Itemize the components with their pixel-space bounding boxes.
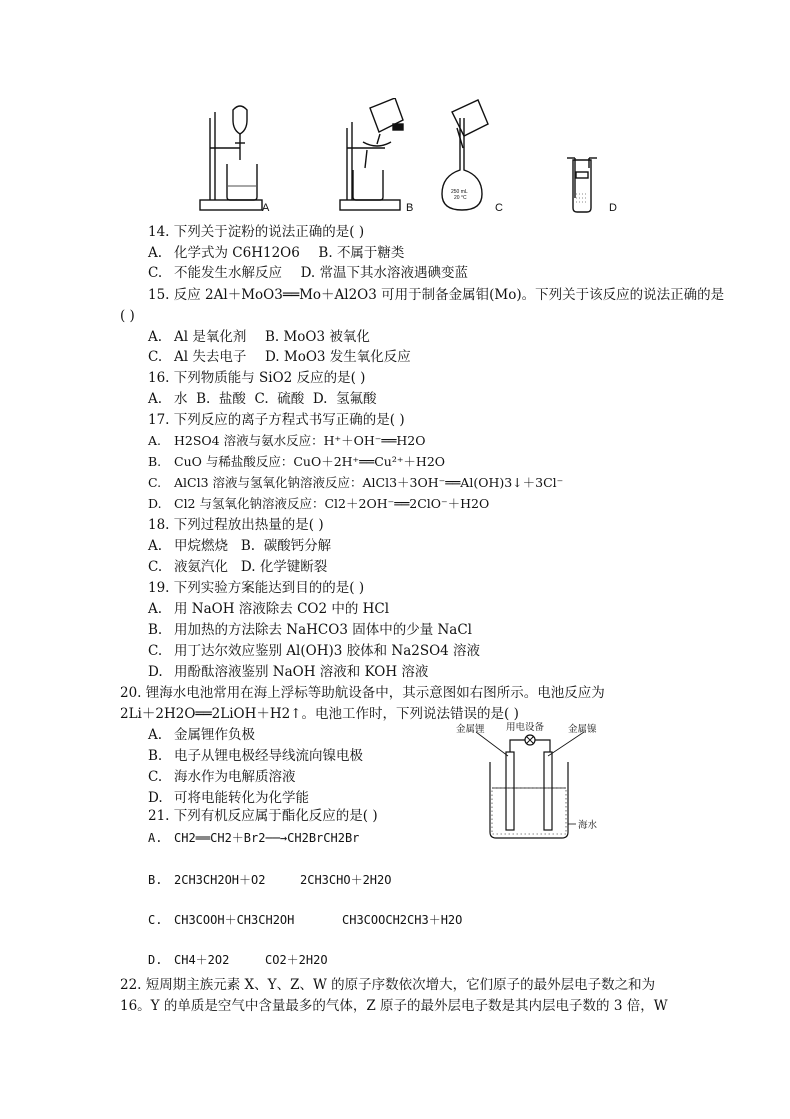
- q17-option-row-c: [148, 473, 563, 493]
- option-label: C.: [148, 643, 163, 659]
- option-label: A.: [148, 831, 163, 845]
- q14-option-b[interactable]: 不属于糖类: [336, 245, 405, 261]
- q16-option-d[interactable]: 氢氟酸: [336, 391, 377, 407]
- q16-option-c[interactable]: 硫酸: [277, 391, 305, 407]
- option-label: D.: [148, 664, 163, 680]
- figure-label-d: D: [609, 202, 617, 214]
- q17-option-b[interactable]: CuO 与稀盐酸反应：CuO＋2H⁺══Cu²⁺＋H2O: [174, 454, 446, 469]
- q18-stem: 18. 下列过程放出热量的是( ): [148, 517, 324, 533]
- q20-option-b[interactable]: 电子从锂电极经导线流向镍电极: [174, 748, 363, 764]
- apparatus-figure: [195, 98, 635, 218]
- apparatus-c-volumetric-flask: [442, 100, 488, 210]
- q20-option-a[interactable]: 金属锂作负极: [174, 727, 255, 743]
- apparatus-a-funnel-filtration: [200, 106, 262, 210]
- q17-stem: 17. 下列反应的离子方程式书写正确的是( ): [148, 412, 405, 428]
- q17-option-c[interactable]: AlCl3 溶液与氢氧化钠溶液反应：AlCl3＋3OH⁻══Al(OH)3↓＋3Cl⁻: [174, 475, 564, 490]
- q16-option-a[interactable]: 水: [174, 391, 188, 407]
- flask-volume-text: 250 mL: [451, 189, 468, 195]
- option-label: A.: [148, 727, 163, 743]
- q21-stem: 21. 下列有机反应属于酯化反应的是( ): [148, 808, 378, 824]
- q19-option-d[interactable]: 用酚酞溶液鉴别 NaOH 溶液和 KOH 溶液: [174, 664, 429, 680]
- option-label: C.: [148, 475, 162, 490]
- option-label: B.: [240, 538, 256, 554]
- q15-stem-bracket: ( ): [120, 308, 135, 324]
- q20-option-d[interactable]: 可将电能转化为化学能: [174, 790, 309, 806]
- q21-option-row-d: [148, 950, 229, 970]
- q19-stem: 19. 下列实验方案能达到目的的是( ): [148, 580, 365, 596]
- option-label: B.: [318, 245, 333, 261]
- q19-option-a[interactable]: 用 NaOH 溶液除去 CO2 中的 HCl: [174, 601, 390, 617]
- q20-stem: 20. 锂海水电池常用在海上浮标等助航设备中，其示意图如右图所示。电池反应为: [120, 685, 605, 701]
- flask-temp-text: 20 °C: [454, 195, 467, 201]
- q21-option-a[interactable]: CH2══CH2＋Br2──→CH2BrCH2Br: [174, 831, 360, 845]
- q16-stem: 16. 下列物质能与 SiO2 反应的是( ): [148, 370, 366, 386]
- q16-option-b[interactable]: 盐酸: [218, 391, 246, 407]
- q14-stem: 14. 下列关于淀粉的说法正确的是( ): [148, 224, 365, 240]
- q14-option-c[interactable]: 不能发生水解反应: [174, 265, 282, 281]
- q21-option-c-reactants[interactable]: CH3COOH＋CH3CH2OH: [174, 913, 295, 927]
- q20-stem-line2: 2Li＋2H2O══2LiOH＋H2↑。电池工作时，下列说法错误的是( ): [120, 706, 519, 722]
- apparatus-d-gas-washing-bottle: [567, 158, 597, 212]
- option-label: B.: [148, 873, 163, 887]
- figure-label-c: C: [495, 202, 503, 214]
- figure-label-a: A: [262, 202, 270, 214]
- option-label: C.: [148, 265, 163, 281]
- q22-stem-line2: 16。Y 的单质是空气中含量最多的气体，Z 原子的最外层电子数是其内层电子数的 3 倍，W: [120, 998, 668, 1014]
- q22-stem-line1: 22. 短周期主族元素 X、Y、Z、W 的原子序数依次增大，它们原子的最外层电子数之和为: [120, 977, 656, 993]
- battery-label-nickel: 金属镍: [568, 724, 597, 735]
- option-label: D.: [148, 953, 163, 967]
- option-label: C.: [148, 913, 163, 927]
- q21-option-d-reactants[interactable]: CH4＋2O2: [174, 953, 230, 967]
- option-label: B.: [196, 391, 211, 407]
- q19-option-row-b: [148, 620, 472, 640]
- option-label: C.: [254, 391, 269, 407]
- q18-option-c[interactable]: 液氨汽化: [174, 559, 228, 575]
- q15-stem: 15. 反应 2Al＋MoO3══Mo＋Al2O3 可用于制备金属钼(Mo)。下列关于该反应的说法正确的是: [148, 287, 725, 303]
- option-label: C.: [148, 769, 163, 785]
- option-label: D.: [240, 559, 256, 575]
- option-label: D.: [264, 349, 280, 365]
- q15-option-d[interactable]: MoO3 发生氧化反应: [283, 349, 411, 365]
- q20-option-row-a: [148, 725, 255, 745]
- q20-option-row-c: [148, 767, 296, 787]
- option-label: A.: [148, 538, 163, 554]
- option-label: D.: [312, 391, 328, 407]
- battery-label-device: 用电设备: [506, 722, 545, 733]
- option-label: D.: [148, 790, 163, 806]
- q21-option-b-products: 2CH3CHO＋2H2O: [300, 873, 392, 887]
- option-label: B.: [264, 329, 280, 345]
- option-label: A.: [148, 433, 162, 448]
- q14-option-a[interactable]: 化学式为 C6H12O6: [174, 245, 300, 261]
- option-label: B.: [148, 748, 163, 764]
- lithium-seawater-battery-figure: [448, 722, 608, 846]
- option-label: B.: [148, 454, 162, 469]
- q21-option-row-c: [148, 910, 294, 930]
- option-label: A.: [148, 329, 163, 345]
- q17-option-row-a: [148, 431, 426, 451]
- q18-option-a[interactable]: 甲烷燃烧: [174, 538, 228, 554]
- q20-option-c[interactable]: 海水作为电解质溶液: [174, 769, 296, 785]
- option-label: D.: [300, 265, 316, 281]
- option-label: A.: [148, 245, 163, 261]
- q15-option-a[interactable]: Al 是氧化剂: [174, 329, 247, 345]
- q20-option-row-d: [148, 788, 309, 808]
- q21-option-d-products: CO2＋2H2O: [265, 953, 328, 967]
- q19-option-b[interactable]: 用加热的方法除去 NaHCO3 固体中的少量 NaCl: [174, 622, 473, 638]
- q16-options: [148, 389, 377, 409]
- q20-option-row-b: [148, 746, 363, 766]
- q17-option-row-b: [148, 452, 445, 472]
- q18-option-d[interactable]: 化学键断裂: [259, 559, 328, 575]
- battery-label-seawater: 海水: [578, 820, 598, 831]
- q21-option-b-reactants[interactable]: 2CH3CH2OH＋O2: [174, 873, 266, 887]
- q21-option-row-b: [148, 870, 265, 890]
- option-label: A.: [148, 601, 163, 617]
- option-label: C.: [148, 559, 163, 575]
- q14-options-row1: [148, 243, 404, 263]
- q18-options-row1: [148, 536, 331, 556]
- option-label: A.: [148, 391, 163, 407]
- figure-label-b: B: [406, 202, 414, 214]
- q19-option-row-c: [148, 641, 480, 661]
- q17-option-d[interactable]: Cl2 与氢氧化钠溶液反应：Cl2＋2OH⁻══2ClO⁻＋H2O: [174, 496, 490, 511]
- q15-option-c[interactable]: Al 失去电子: [174, 349, 247, 365]
- q19-option-row-d: [148, 662, 428, 682]
- q19-option-row-a: [148, 599, 389, 619]
- q21-option-c-products: CH3COOCH2CH3＋H2O: [342, 913, 463, 927]
- option-label: D.: [148, 496, 162, 511]
- q19-option-c[interactable]: 用丁达尔效应鉴别 Al(OH)3 胶体和 Na2SO4 溶液: [174, 643, 481, 659]
- q18-options-row2: [148, 557, 327, 577]
- q21-option-row-a: [148, 828, 359, 848]
- q17-option-row-d: [148, 494, 489, 514]
- q15-option-b[interactable]: MoO3 被氧化: [283, 329, 370, 345]
- q18-option-b[interactable]: 碳酸钙分解: [263, 538, 332, 554]
- option-label: B.: [148, 622, 163, 638]
- apparatus-b-evaporation: [340, 98, 403, 210]
- q14-option-d[interactable]: 常温下其水溶液遇碘变蓝: [319, 265, 469, 281]
- q15-options-row2: [148, 347, 411, 367]
- q17-option-a[interactable]: H2SO4 溶液与氨水反应：H⁺＋OH⁻══H2O: [174, 433, 426, 448]
- q15-options-row1: [148, 327, 370, 347]
- option-label: C.: [148, 349, 163, 365]
- battery-label-lithium: 金属锂: [456, 724, 485, 735]
- q14-options-row2: [148, 263, 468, 283]
